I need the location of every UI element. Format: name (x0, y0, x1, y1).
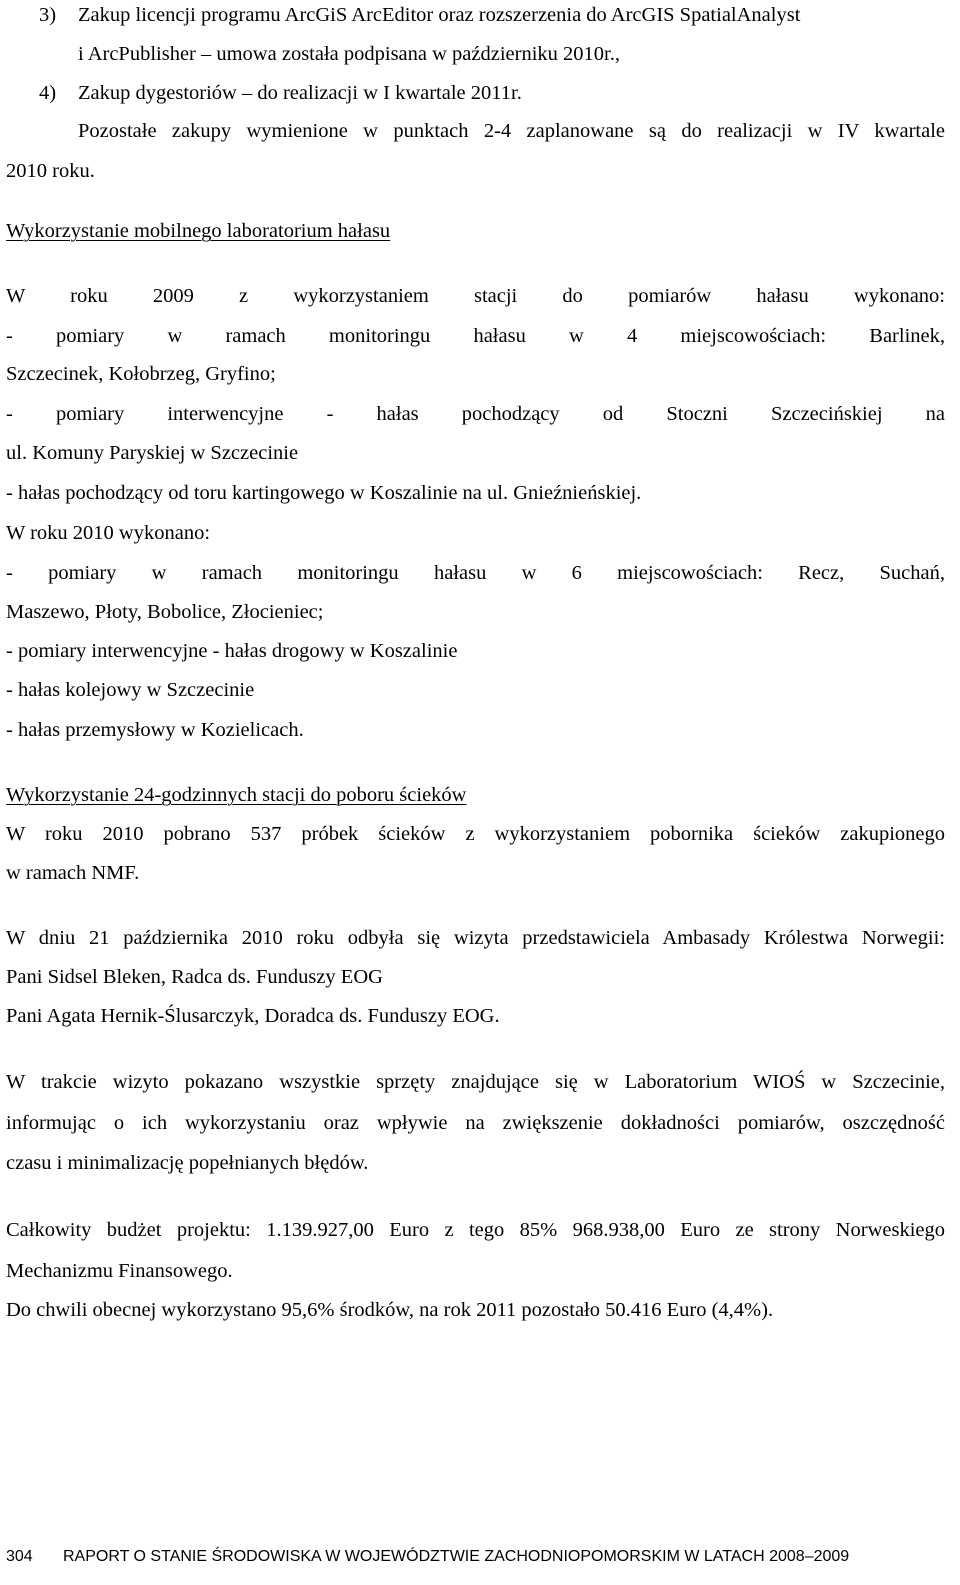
paragraph-line: W roku 2010 pobrano 537 próbek ścieków z wykorzystaniem pobornika ścieków zakupionego (6, 823, 945, 845)
paragraph-line: Pani Sidsel Bleken, Radca ds. Funduszy EOG (6, 966, 383, 988)
paragraph-line: - pomiary interwencyjne - hałas drogowy w Koszalinie (6, 640, 458, 662)
section-heading-sewage-stations: Wykorzystanie 24-godzinnych stacji do poboru ścieków (6, 784, 467, 806)
paragraph-line: W trakcie wizyto pokazano wszystkie sprzęty znajdujące się w Laboratorium WIOŚ w Szczecinie, (6, 1071, 945, 1093)
paragraph-line: w ramach NMF. (6, 862, 140, 884)
list-item-text: i ArcPublisher – umowa została podpisana w październiku 2010r., (78, 43, 620, 65)
remaining-purchases-text: Pozostałe zakupy wymienione w punktach 2-4 zaplanowane są do realizacji w IV kwartale (78, 120, 945, 142)
section-heading-noise-lab: Wykorzystanie mobilnego laboratorium hałasu (6, 220, 391, 242)
paragraph-line: Mechanizmu Finansowego. (6, 1260, 233, 1282)
paragraph-line: czasu i minimalizację popełnianych błędów. (6, 1152, 369, 1174)
page-number: 304 (6, 1548, 33, 1565)
paragraph-line: Do chwili obecnej wykorzystano 95,6% środków, na rok 2011 pozostało 50.416 Euro (4,4%). (6, 1299, 774, 1321)
paragraph-line: - pomiary interwencyjne - hałas pochodzący od Stoczni Szczecińskiej na (6, 403, 945, 425)
paragraph-line: W roku 2009 z wykorzystaniem stacji do pomiarów hałasu wykonano: (6, 285, 945, 307)
paragraph-line: - hałas przemysłowy w Kozielicach. (6, 719, 304, 741)
paragraph-line: - pomiary w ramach monitoringu hałasu w 6 miejscowościach: Recz, Suchań, (6, 562, 945, 584)
paragraph-line: informując o ich wykorzystaniu oraz wpływie na zwiększenie dokładności pomiarów, oszczędność (6, 1112, 945, 1134)
paragraph-line: Szczecinek, Kołobrzeg, Gryfino; (6, 363, 276, 385)
paragraph-line: - hałas kolejowy w Szczecinie (6, 679, 255, 701)
remaining-purchases-text: 2010 roku. (6, 160, 95, 182)
paragraph-line: Całkowity budżet projektu: 1.139.927,00 Euro z tego 85% 968.938,00 Euro ze strony Norweskiego (6, 1219, 945, 1241)
paragraph-line: Maszewo, Płoty, Bobolice, Złocieniec; (6, 601, 324, 623)
list-item-text: Zakup licencji programu ArcGiS ArcEditor oraz rozszerzenia do ArcGIS SpatialAnalyst (78, 4, 801, 26)
paragraph-line: - hałas pochodzący od toru kartingowego w Koszalinie na ul. Gnieźnieńskiej. (6, 482, 642, 504)
paragraph-line: W roku 2010 wykonano: (6, 522, 211, 544)
paragraph-line: - pomiary w ramach monitoringu hałasu w 4 miejscowościach: Barlinek, (6, 325, 945, 347)
list-number: 4) (39, 82, 57, 104)
paragraph-line: ul. Komuny Paryskiej w Szczecinie (6, 442, 299, 464)
paragraph-line: Pani Agata Hernik-Ślusarczyk, Doradca ds. Funduszy EOG. (6, 1005, 500, 1027)
footer-report-title: RAPORT O STANIE ŚRODOWISKA W WOJEWÓDZTWIE ZACHODNIOPOMORSKIM W LATACH 2008–2009 (63, 1548, 850, 1565)
paragraph-line: W dniu 21 października 2010 roku odbyła się wizyta przedstawiciela Ambasady Królestwa Norwegii: (6, 927, 945, 949)
list-item-text: Zakup dygestoriów – do realizacji w I kwartale 2011r. (78, 82, 522, 104)
list-number: 3) (39, 4, 57, 26)
